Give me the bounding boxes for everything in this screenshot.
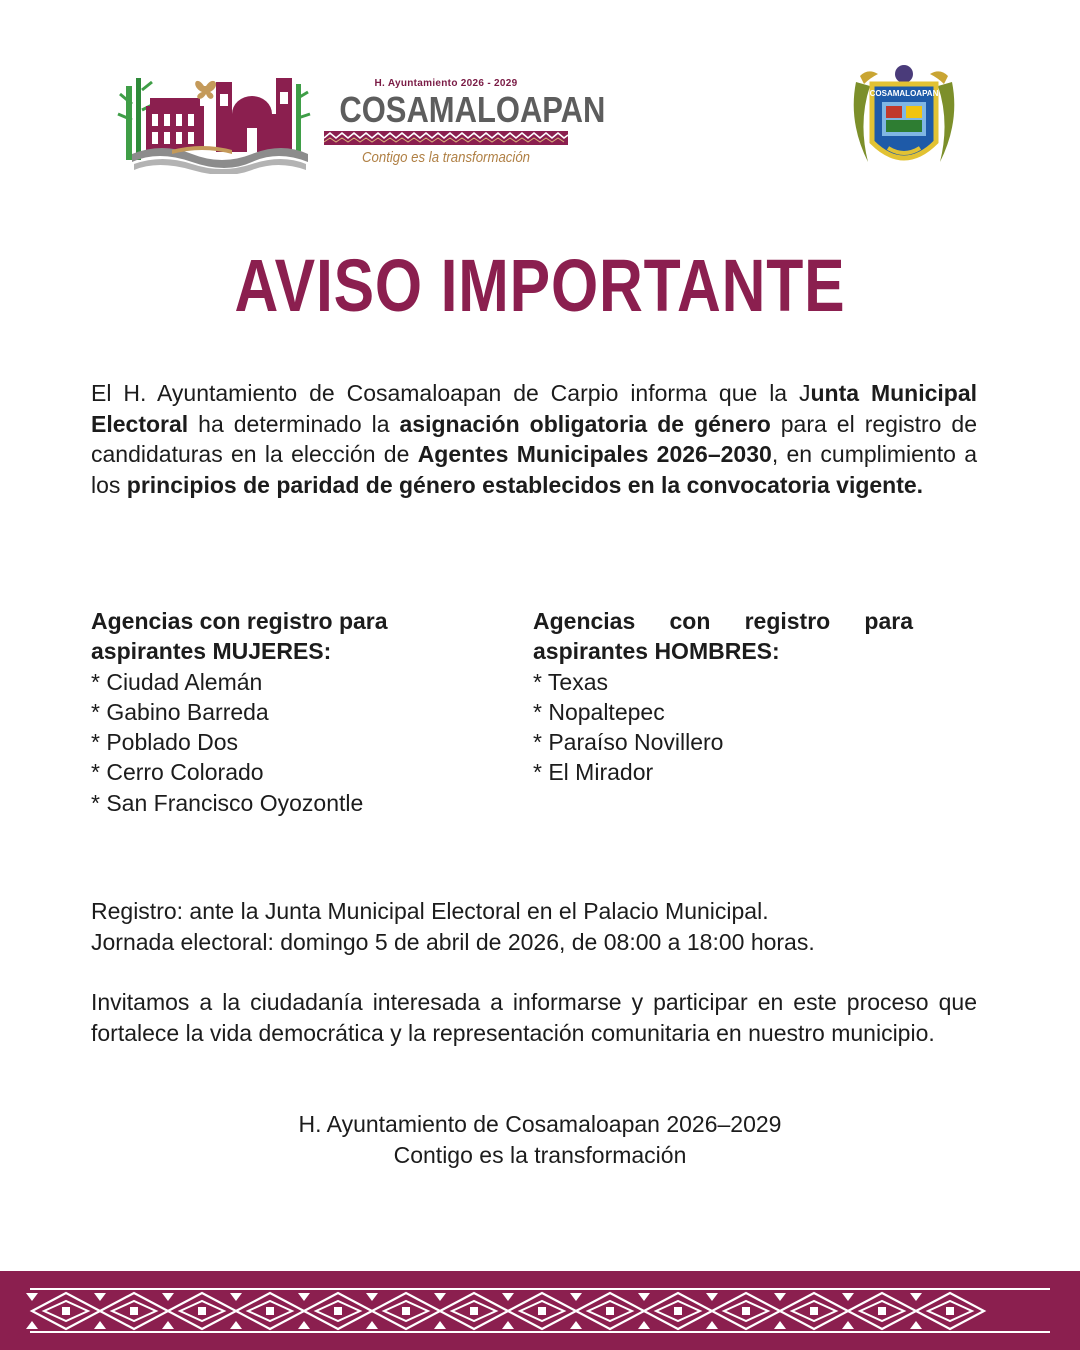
seal-text: COSAMALOAPAN (869, 89, 939, 98)
list-item: * San Francisco Oyozontle (91, 789, 364, 816)
brand-wordmark (322, 78, 606, 168)
women-heading-line2: aspirantes MUJERES: (91, 638, 332, 665)
list-item: * Nopaltepec (533, 698, 665, 725)
intro-text-2: ha determinado la (188, 410, 400, 437)
list-item: * Ciudad Alemán (91, 668, 263, 695)
brand-name: COSAMALOAPAN (339, 89, 606, 130)
invitation-paragraph: Invitamos a la ciudadanía interesada a informarse y participar en este proceso que fortalece la vida democrática y la representación comunitaria en nuestro municipio. (91, 989, 977, 1046)
men-agencies-heading (533, 606, 913, 667)
sugarcane-icon (296, 84, 310, 154)
men-heading-line1: Agencias con registro para (533, 608, 913, 634)
list-item: * Paraíso Novillero (533, 729, 724, 756)
election-date: Jornada electoral: domingo 5 de abril de 2026, de 08:00 a 18:00 horas. (91, 928, 815, 955)
list-item: * Texas (533, 668, 609, 695)
signature-block (0, 1109, 1080, 1171)
registration-info (91, 896, 977, 957)
men-agencies-section (533, 606, 913, 788)
intro-bold-4: principios de paridad de género establecidos en la convocatoria vigente. (126, 471, 924, 498)
intro-text-4: , en cumplimiento a los (91, 441, 977, 498)
footer-band (0, 1271, 1080, 1350)
women-agencies-heading (91, 606, 411, 667)
intro-paragraph (91, 378, 977, 500)
list-item: * El Mirador (533, 759, 654, 786)
brand-slogan: Contigo es la transformación (361, 149, 531, 166)
signature-line1: H. Ayuntamiento de Cosamaloapan 2026–2029 (298, 1111, 782, 1137)
women-agencies-section (91, 606, 411, 818)
intro-text-1: El H. Ayuntamiento de Cosamaloapan de Carpio informa que la J (91, 380, 811, 406)
church-icon (216, 78, 292, 152)
signature-line2: Contigo es la transformación (393, 1142, 687, 1168)
municipal-logo (112, 64, 312, 174)
registration-location: Registro: ante la Junta Municipal Electoral en el Palacio Municipal. (91, 898, 769, 924)
decorative-band-icon (324, 131, 568, 145)
list-item: * Cerro Colorado (91, 759, 264, 786)
ayuntamiento-period: H. Ayuntamiento 2026 - 2029 (374, 78, 518, 89)
men-heading-line2: aspirantes HOMBRES: (533, 638, 780, 665)
intro-bold-1: unta Municipal Electoral (91, 380, 978, 437)
intro-text-3: para el registro de candidaturas en la elección de (91, 410, 977, 467)
men-agencies-list (533, 667, 913, 788)
list-item: * Gabino Barreda (91, 698, 269, 725)
intro-bold-3: Agentes Municipales 2026–2030 (417, 441, 772, 467)
palace-icon (146, 98, 204, 150)
page-title: AVISO IMPORTANTE (234, 244, 846, 327)
list-item: * Poblado Dos (91, 729, 239, 756)
geometric-pattern-icon (0, 1271, 1080, 1350)
municipal-seal (848, 62, 960, 182)
leaves-icon (854, 82, 870, 162)
butterfly-icon (195, 81, 216, 99)
women-agencies-list (91, 667, 411, 818)
women-heading-line1: Agencias con registro para (91, 608, 388, 634)
river-waves-icon (132, 146, 308, 174)
intro-bold-2: asignación obligatoria de género (399, 410, 771, 437)
